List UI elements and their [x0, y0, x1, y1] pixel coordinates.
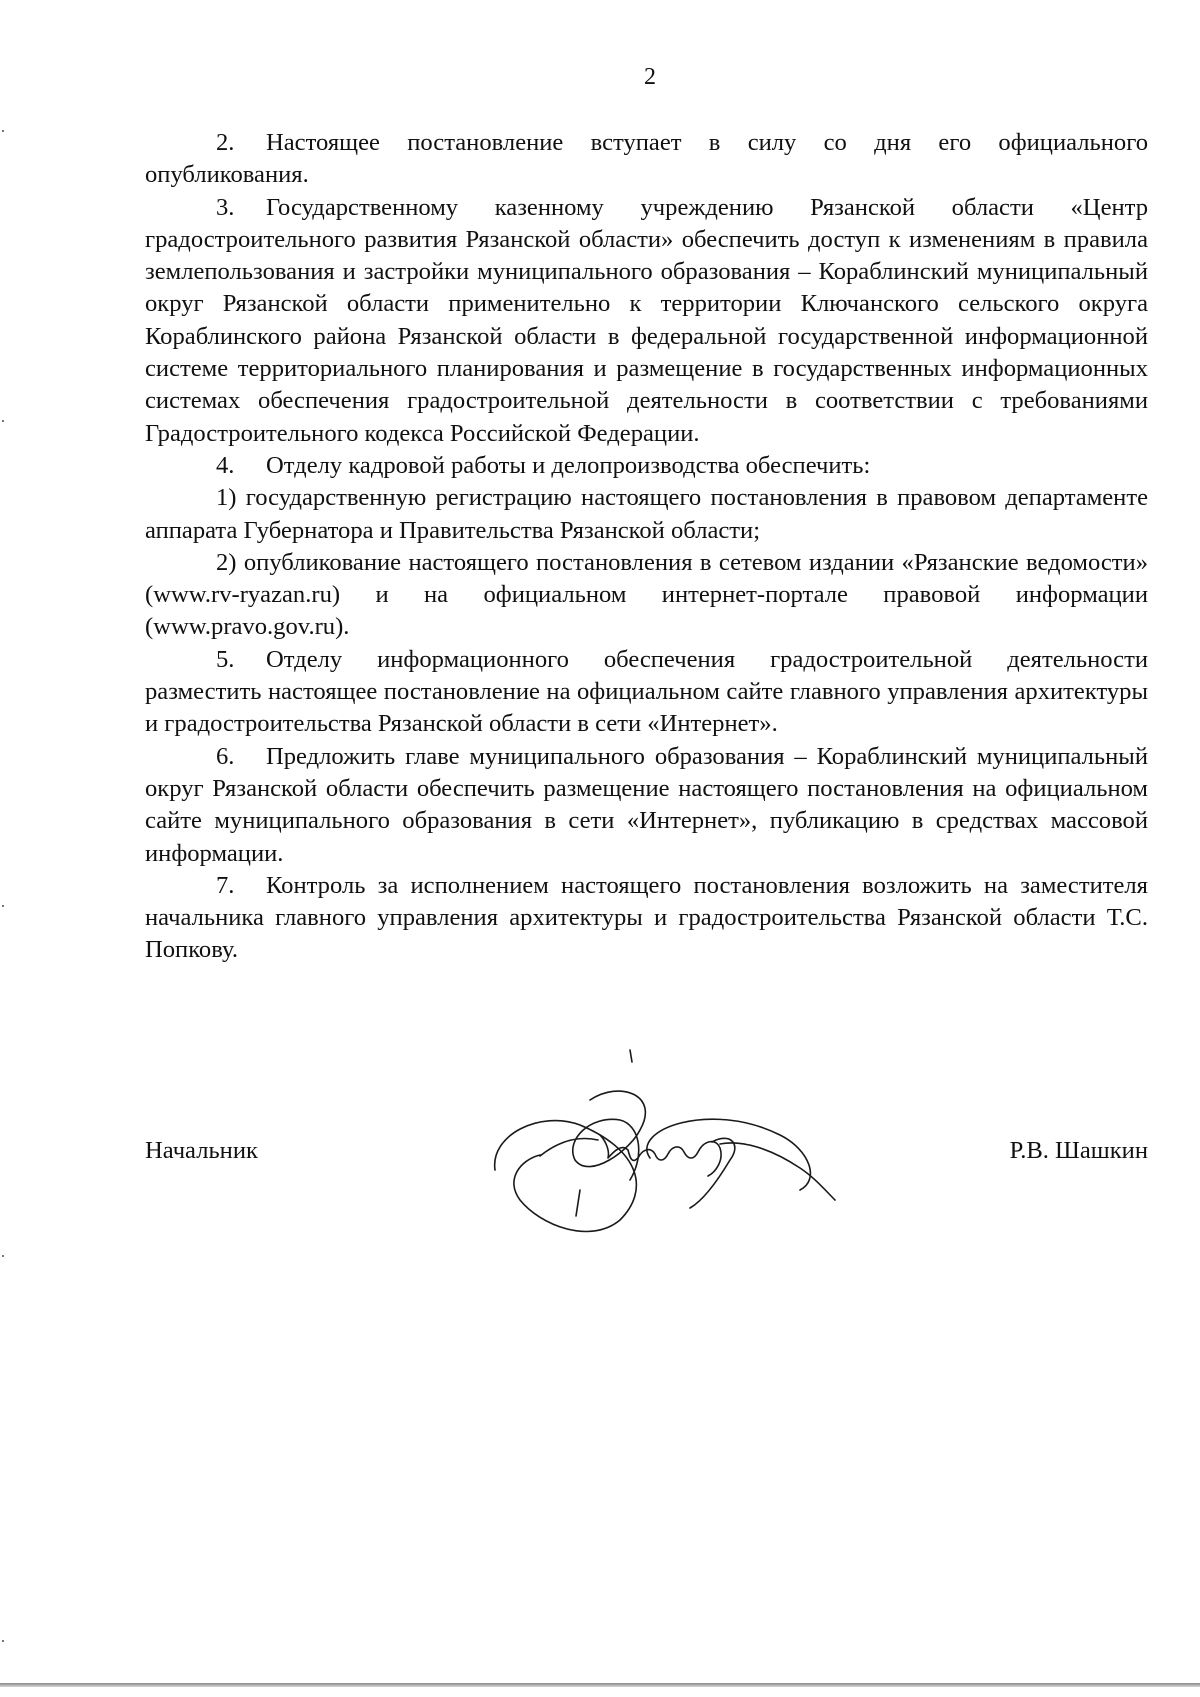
paragraph-2	[145, 127, 1148, 192]
paragraph-number: 2.	[216, 129, 235, 156]
paragraph-5	[145, 644, 1148, 741]
paragraph-text: Настоящее постановление вступает в силу со дня его официального опубликования.	[145, 129, 1148, 189]
page-number: 2	[644, 64, 656, 90]
paragraph-number: 3.	[216, 193, 235, 221]
paragraph-number: 7.	[216, 871, 235, 899]
paragraph-number: 4.	[216, 451, 235, 479]
paragraph-text: Отделу информационного обеспечения градостроительной деятельности разместить настоящее постановление на официальном сайте главного управления архитектуры и градостроительства Рязанской области в сети «Интернет».	[145, 645, 1148, 738]
scan-bottom-edge	[0, 1683, 1200, 1687]
signature-block	[145, 1135, 1148, 1175]
paragraph-text: Государственному казенному учреждению Рязанской области «Центр градостроительного развития Рязанской области» обеспечить доступ к изменениям в правила землепользования и застройки муниципального образования – Кораблинский муниципальный округ Рязанской области применительно к территории Ключанского сельского округа Кораблинского района Рязанской области в федеральной государственной информационной системе территориального планирования и размещение в государственных информационных системах обеспечения градостроительной деятельности в соответствии с требованиями Градостроительного кодекса Российской Федерации.	[145, 193, 1148, 447]
paragraph-6	[145, 741, 1148, 870]
subitem-number: 2)	[216, 548, 237, 576]
paragraph-number: 6.	[216, 742, 235, 770]
subitem-2	[145, 547, 1148, 644]
signatory-name: Р.В. Шашкин	[1009, 1137, 1148, 1164]
paragraph-text: Предложить главе муниципального образования – Кораблинский муниципальный округ Рязанской области обеспечить размещение настоящего постановления на официальном сайте муниципального образования в сети «Интернет», публикацию в средствах массовой информации.	[145, 742, 1148, 867]
subitem-number: 1)	[216, 484, 237, 512]
scan-margin-marks	[2, 0, 5, 1697]
paragraph-text: Отделу кадровой работы и делопроизводства обеспечить:	[266, 451, 871, 479]
document-body	[145, 127, 1148, 967]
paragraph-text: Контроль за исполнением настоящего постановления возложить на заместителя начальника главного управления архитектуры и градостроительства Рязанской области Т.С. Попкову.	[145, 871, 1148, 964]
subitem-text: государственную регистрацию настоящего постановления в правовом департаменте аппарата Губернатора и Правительства Рязанской области;	[145, 484, 1149, 544]
subitem-1	[145, 482, 1148, 547]
paragraph-3	[145, 192, 1148, 450]
subitem-text: опубликование настоящего постановления в сетевом издании «Рязанские ведомости» (www.rv-ryazan.ru) и на официальном интернет-портале правовой информации (www.pravo.gov.ru).	[145, 548, 1148, 641]
paragraph-7	[145, 870, 1148, 967]
paragraph-4	[145, 450, 1148, 482]
paragraph-number: 5.	[216, 645, 235, 673]
signatory-title: Начальник	[145, 1137, 258, 1164]
